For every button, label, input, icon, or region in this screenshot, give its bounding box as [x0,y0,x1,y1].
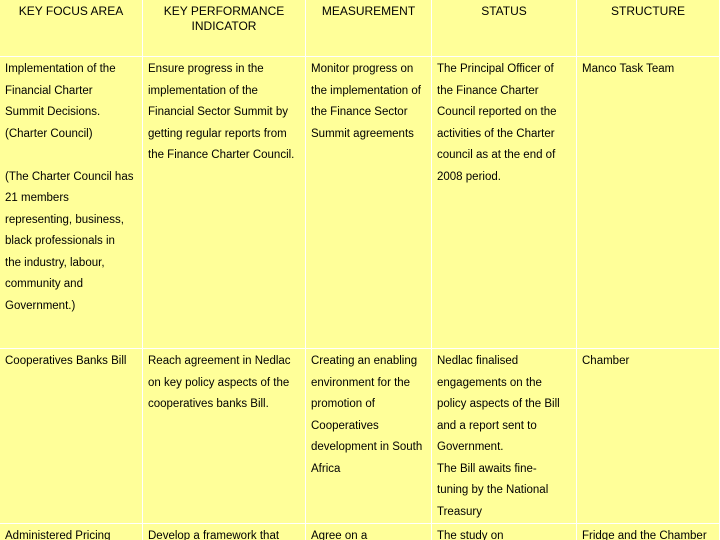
cell-key-focus-area: Administered Pricing [0,524,143,540]
table-row [0,524,720,540]
cell-key-focus-area: Implementation of the Financial Charter Summit Decisions. (Charter Council) (The Charter Council has 21 members representing, business, black professionals in the industry, labour, community and Government.) [0,57,143,349]
cell-measurement: Monitor progress on the implementation of the Finance Sector Summit agreements [306,57,432,349]
header-structure: STRUCTURE [577,0,720,57]
header-status: STATUS [432,0,577,57]
cell-status: The Principal Officer of the Finance Charter Council reported on the activities of the Charter council as at the end of 2008 period. [432,57,577,349]
cell-measurement: Agree on a [306,524,432,540]
cell-status: Nedlac finalised engagements on the policy aspects of the Bill and a report sent to Government. The Bill awaits fine- tuning by the National Treasury [432,349,577,524]
cell-structure: Chamber [577,349,720,524]
cell-measurement: Creating an enabling environment for the promotion of Cooperatives development in South Africa [306,349,432,524]
cell-key-focus-area: Cooperatives Banks Bill [0,349,143,524]
header-measurement: MEASUREMENT [306,0,432,57]
header-key-performance-indicator: KEY PERFORMANCE INDICATOR [143,0,306,57]
table-row [0,57,720,349]
header-key-focus-area: KEY FOCUS AREA [0,0,143,57]
table-header-row [0,0,720,57]
cell-kpi: Reach agreement in Nedlac on key policy aspects of the cooperatives banks Bill. [143,349,306,524]
cell-kpi: Ensure progress in the implementation of the Financial Sector Summit by getting regular reports from the Finance Charter Council. [143,57,306,349]
cell-structure: Manco Task Team [577,57,720,349]
table-row [0,349,720,524]
cell-structure: Fridge and the Chamber [577,524,720,540]
cell-kpi: Develop a framework that [143,524,306,540]
cell-status: The study on [432,524,577,540]
